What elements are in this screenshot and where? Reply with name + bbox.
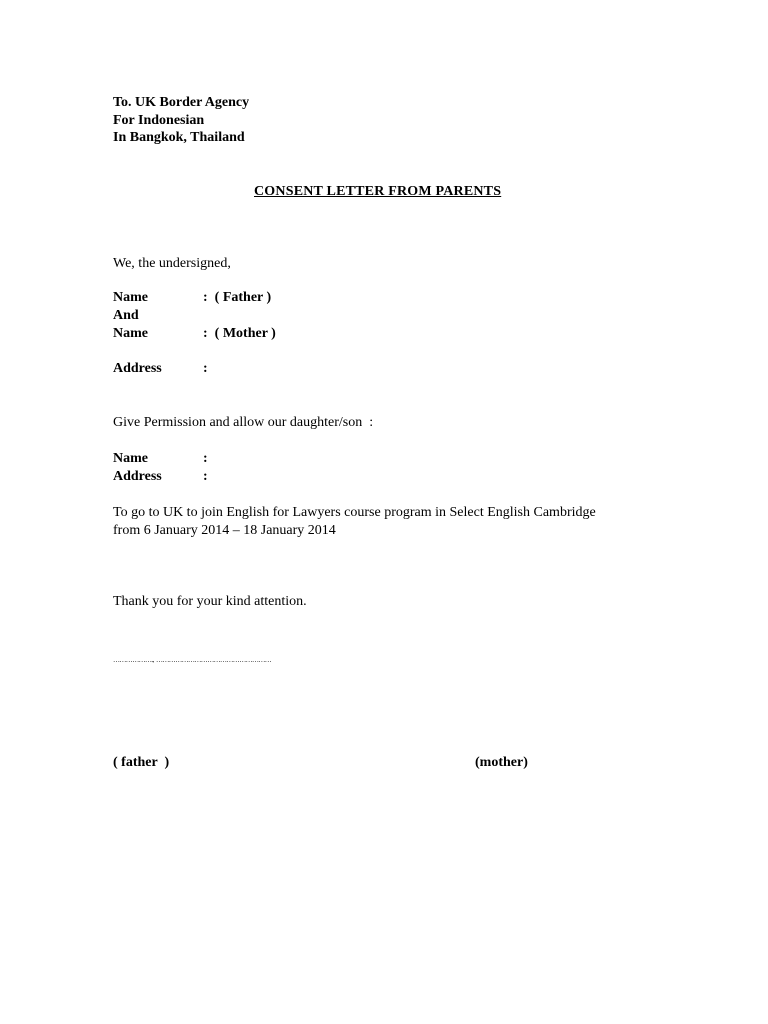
child-name-label: Name <box>113 451 148 466</box>
letter-title: CONSENT LETTER FROM PARENTS <box>254 184 502 199</box>
recipient-line-1: To. UK Border Agency <box>113 95 250 110</box>
father-name-value: : ( Father ) <box>203 290 272 305</box>
father-name-label: Name <box>113 290 148 305</box>
and-label: And <box>113 308 139 323</box>
permission-text: Give Permission and allow our daughter/son : <box>113 415 374 430</box>
child-name-value: : <box>203 451 208 466</box>
child-address-value: : <box>203 469 208 484</box>
thanks-text: Thank you for your kind attention. <box>113 594 307 609</box>
intro-text: We, the undersigned, <box>113 256 231 271</box>
recipient-line-2: For Indonesian <box>113 113 205 128</box>
parents-address-label: Address <box>113 361 162 376</box>
place-date-line: ………………., ……………………………………………… <box>113 656 272 664</box>
father-signature-label: ( father ) <box>113 755 170 770</box>
purpose-line-1: To go to UK to join English for Lawyers course program in Select English Cambridge <box>113 505 596 520</box>
mother-name-value: : ( Mother ) <box>203 326 276 341</box>
purpose-line-2: from 6 January 2014 – 18 January 2014 <box>113 523 336 538</box>
parents-address-value: : <box>203 361 208 376</box>
mother-name-label: Name <box>113 326 148 341</box>
mother-signature-label: (mother) <box>475 755 528 770</box>
child-address-label: Address <box>113 469 162 484</box>
recipient-line-3: In Bangkok, Thailand <box>113 130 245 145</box>
